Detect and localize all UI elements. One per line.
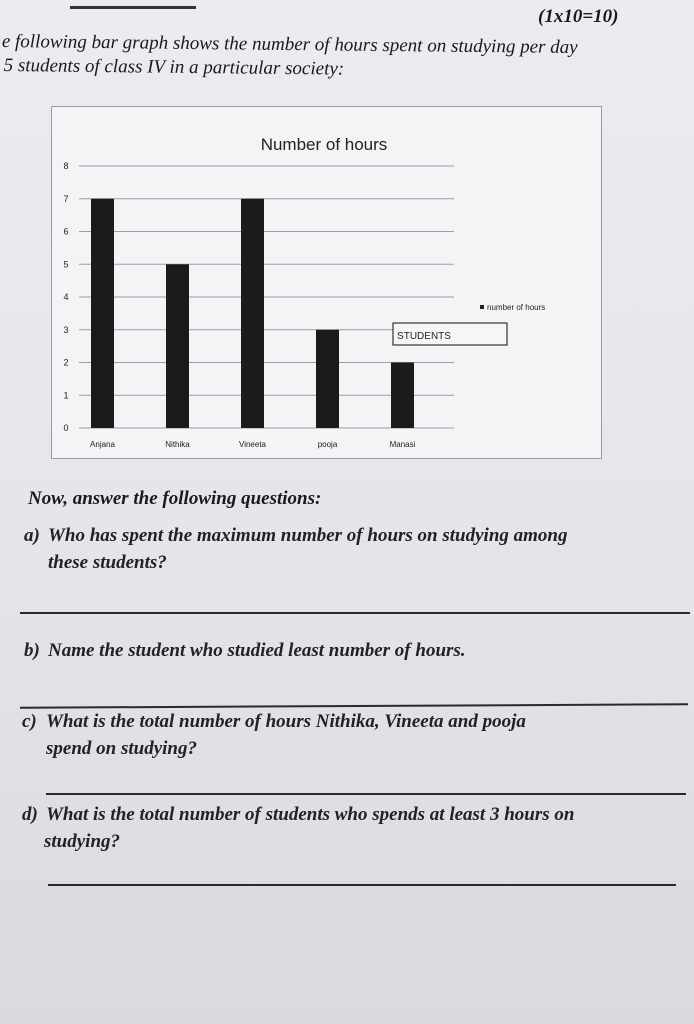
question-letter: d) — [22, 804, 38, 825]
marks-label: (1x10=10) — [538, 6, 619, 27]
intro-text — [1, 30, 681, 85]
bar — [391, 363, 414, 429]
answer-line-d[interactable] — [48, 884, 676, 886]
y-tick-label: 5 — [63, 259, 69, 270]
question-text: Who has spent the maximum number of hours on studying among — [48, 525, 568, 546]
chart-title: Number of hours — [260, 135, 388, 154]
question-letter: b) — [24, 640, 40, 661]
y-tick-label: 6 — [63, 226, 69, 237]
x-tick-label: Nithika — [165, 440, 190, 449]
question-letter: a) — [24, 525, 40, 546]
bar — [166, 264, 189, 428]
question-text: What is the total number of students who spends at least 3 hours on — [46, 804, 575, 825]
question-text-cont: studying? — [44, 831, 121, 852]
answer-line-c[interactable] — [46, 793, 686, 795]
y-tick-label: 3 — [63, 324, 69, 335]
bar-chart — [51, 106, 602, 459]
y-tick-label: 0 — [63, 423, 69, 433]
question-b — [24, 637, 466, 664]
bar — [91, 199, 114, 428]
question-text-cont: these students? — [48, 552, 167, 573]
question-c — [22, 708, 526, 762]
legend-swatch — [480, 305, 484, 309]
y-tick-label: 8 — [63, 161, 69, 171]
instructions: Now, answer the following questions: — [28, 488, 322, 509]
y-tick-label: 4 — [63, 292, 69, 302]
legend-label: number of hours — [487, 303, 546, 312]
question-a — [24, 522, 567, 576]
top-rule — [70, 6, 196, 9]
y-tick-label: 2 — [63, 357, 69, 368]
question-text: Name the student who studied least number of hours. — [48, 640, 466, 661]
bar — [316, 330, 339, 428]
x-tick-label: pooja — [317, 440, 338, 449]
question-d — [22, 801, 574, 855]
bar — [241, 199, 264, 428]
answer-line-a[interactable] — [20, 612, 690, 614]
x-tick-label: Manasi — [389, 440, 416, 449]
question-letter: c) — [22, 711, 37, 732]
x-tick-label: Vineeta — [239, 440, 266, 449]
intro-line-1: e following bar graph shows the number of hours spent on studying per day — [1, 30, 578, 59]
x-tick-label: Anjana — [90, 440, 115, 449]
bar-chart-svg — [52, 107, 601, 458]
question-text-cont: spend on studying? — [46, 738, 197, 759]
question-text: What is the total number of hours Nithika, Vineeta and pooja — [46, 711, 526, 732]
x-axis-label: STUDENTS — [397, 331, 451, 342]
y-tick-label: 1 — [63, 390, 69, 401]
y-tick-label: 7 — [63, 193, 69, 204]
intro-line-2: 5 students of class IV in a particular society: — [3, 55, 345, 80]
